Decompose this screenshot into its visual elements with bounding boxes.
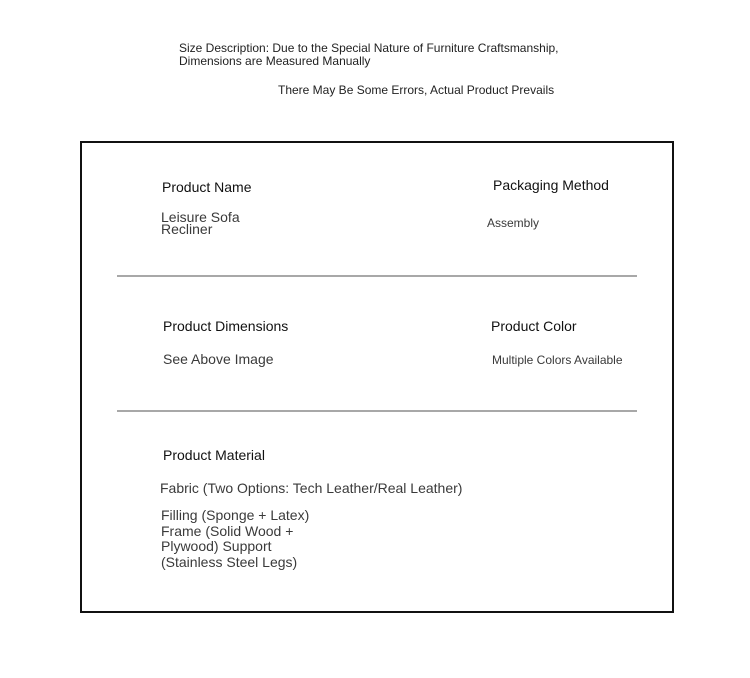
product-material-detail-line-3: Plywood) Support xyxy=(161,538,272,554)
section-divider-2 xyxy=(117,410,637,412)
product-dimensions-value: See Above Image xyxy=(163,351,274,367)
product-material-detail-line-4: (Stainless Steel Legs) xyxy=(161,553,298,570)
packaging-method-value: Assembly xyxy=(487,216,540,230)
size-notice-line-2: Dimensions are Measured Manually xyxy=(179,54,371,68)
product-color-label: Product Color xyxy=(491,318,577,334)
product-material-detail-line-1: Filling (Sponge + Latex) xyxy=(161,507,310,523)
product-name-value-line-2: Recliner xyxy=(161,221,213,237)
product-name-label: Product Name xyxy=(162,179,252,195)
size-notice-line-1: Size Description: Due to the Special Nature of Furniture Craftsmanship, xyxy=(179,41,559,55)
product-dimensions-label: Product Dimensions xyxy=(163,318,289,334)
product-color-value: Multiple Colors Available xyxy=(492,353,623,367)
product-material-detail-line-2: Frame (Solid Wood + xyxy=(161,522,294,539)
section-divider-1 xyxy=(117,275,637,277)
product-name-value-line-1: Leisure Sofa xyxy=(161,209,240,225)
product-material-fabric: Fabric (Two Options: Tech Leather/Real Leather) xyxy=(160,480,463,496)
size-notice-line-3: There May Be Some Errors, Actual Product Prevails xyxy=(278,83,555,97)
product-material-label: Product Material xyxy=(163,447,265,463)
packaging-method-label: Packaging Method xyxy=(493,177,609,193)
